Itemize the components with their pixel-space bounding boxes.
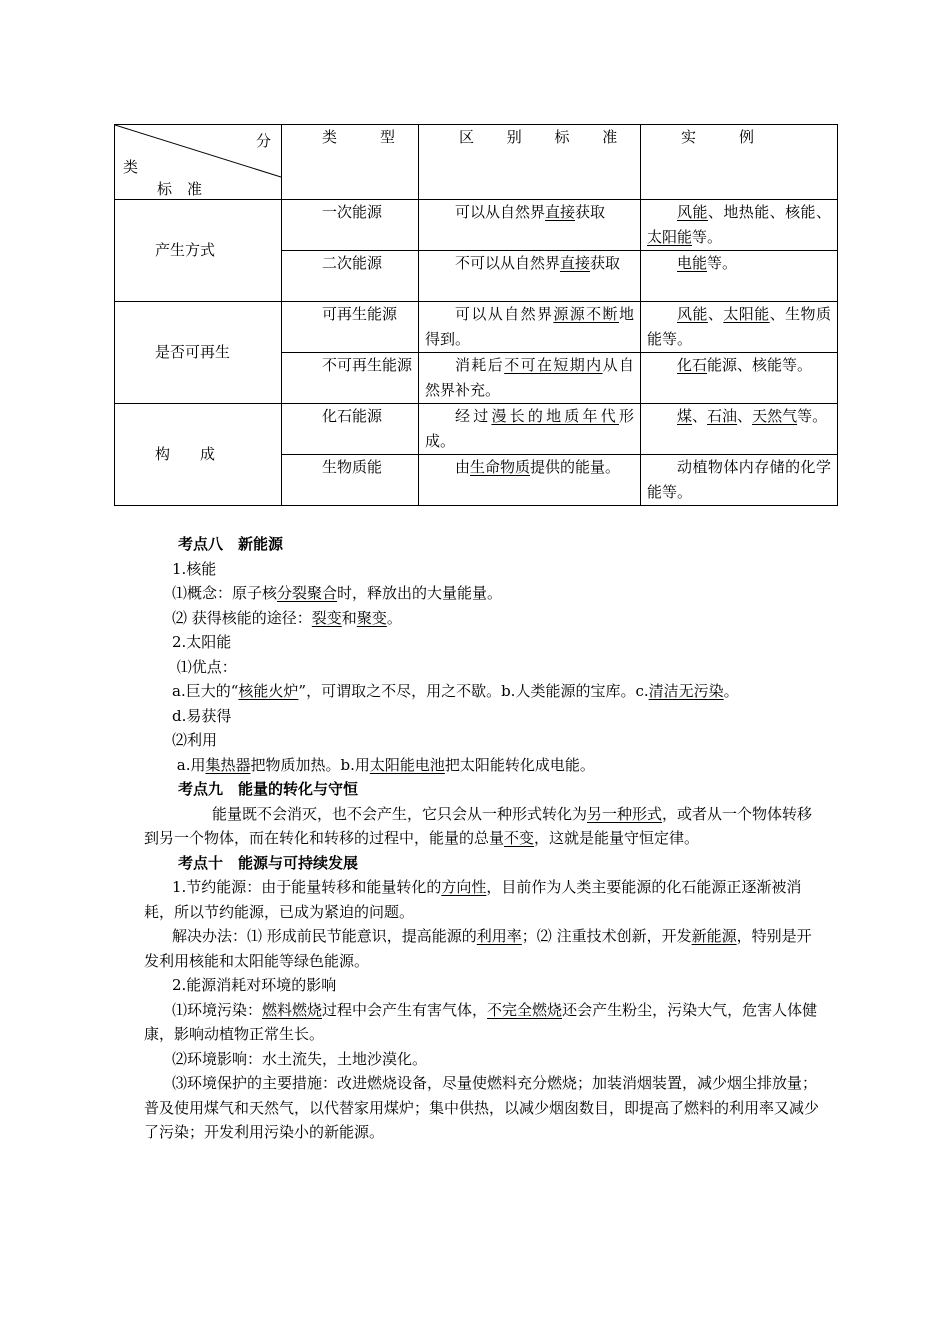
type-cell: 不可再生能源 [282,353,419,404]
example-cell: 动植物体内存储的化学能等。 [641,455,838,506]
category-cell: 构 成 [115,404,282,506]
environment-effect-paragraph: ⑵环境影响：水土流失，土地沙漠化。 [172,1049,428,1068]
pollution-paragraph: ⑴环境污染：燃料燃烧过程中会产生有害气体，不完全燃烧还会产生粉尘，污染大气，危害人体健康，影响动植物正常生长。 [144,1000,818,1043]
header-example: 实 例 [641,125,838,200]
example-cell: 化石能源、核能等。 [641,353,838,404]
type-cell: 一次能源 [282,200,419,251]
nuclear-way: ⑵ 获得核能的途径：裂变和聚变。 [172,608,402,627]
section-8-title: 考点八 新能源 [178,535,284,553]
header-criterion: 区 别 标 准 [419,125,641,200]
content-body [144,532,822,1145]
example-cell: 风能、地热能、核能、太阳能等。 [641,200,838,251]
table-row [115,404,838,455]
solar-advantage-d: d.易获得 [172,706,232,725]
example-cell: 电能等。 [641,251,838,302]
type-cell: 化石能源 [282,404,419,455]
criterion-cell: 不可以从自然界直接获取 [419,251,641,302]
type-cell: 可再生能源 [282,302,419,353]
table-header-row [115,125,838,200]
solar-title: 2.太阳能 [172,633,232,651]
category-cell: 是否可再生 [115,302,282,404]
section-10-title: 考点十 能源与可持续发展 [178,853,359,872]
corner-label-lei: 类 [123,158,139,176]
criterion-cell: 经过漫长的地质年代形成。 [419,404,641,455]
category-cell: 产生方式 [115,200,282,302]
table-row [115,302,838,353]
corner-label-fen: 分 [255,132,271,150]
criterion-cell: 可以从自然界直接获取 [419,200,641,251]
table-body [115,200,838,506]
solar-use-title: ⑵利用 [172,731,218,749]
nuclear-concept: ⑴概念：原子核分裂聚合时，释放出的大量能量。 [172,584,503,602]
table-row [115,200,838,251]
diagonal-header-cell [115,125,282,200]
type-cell: 二次能源 [282,251,419,302]
header-type: 类 型 [282,125,419,200]
solar-advantages-title: ⑴优点： [172,657,237,676]
example-cell: 煤、石油、天然气等。 [641,404,838,455]
energy-classification-table [114,124,838,506]
section-9-title: 考点九 能量的转化与守恒 [178,780,359,798]
protection-measures-paragraph: ⑶环境保护的主要措施：改进燃烧设备，尽量使燃料充分燃烧；加装消烟装置，减少烟尘排放量；普及使用煤气和天然气，以代替家用煤炉；集中供热，以减少烟囱数目，即提高了燃料的利用率又减少了污染；开发利用污染小的新能源。 [144,1074,820,1141]
saving-energy-paragraph: 1.节约能源：由于能量转移和能量转化的方向性，目前作为人类主要能源的化石能源正逐渐被消耗，所以节约能源，已成为紧迫的问题。 [144,878,802,921]
nuclear-title: 1.核能 [172,559,217,578]
criterion-cell: 由生命物质提供的能量。 [419,455,641,506]
type-cell: 生物质能 [282,455,419,506]
conservation-paragraph: 能量既不会消灭，也不会产生，它只会从一种形式转化为另一种形式，或者从一个物体转移到另一个物体，而在转化和转移的过程中，能量的总量不变，这就是能量守恒定律。 [144,804,813,847]
environment-impact-title: 2.能源消耗对环境的影响 [172,976,337,994]
solutions-paragraph: 解决办法：⑴ 形成前民节能意识，提高能源的利用率；⑵ 注重技术创新，开发新能源，特别是开发利用核能和太阳能等绿色能源。 [144,927,812,970]
criterion-cell: 可以从自然界源源不断地得到。 [419,302,641,353]
criterion-cell: 消耗后不可在短期内从自然界补充。 [419,353,641,404]
corner-label-standard: 标 准 [157,180,203,198]
solar-use-ab: a.用集热器把物质加热。b.用太阳能电池把太阳能转化成电能。 [172,755,595,774]
example-cell: 风能、太阳能、生物质能等。 [641,302,838,353]
solar-advantages-abc: a.巨大的“核能火炉”，可谓取之不尽，用之不歇。b.人类能源的宝库。c.清洁无污染。 [172,682,739,700]
